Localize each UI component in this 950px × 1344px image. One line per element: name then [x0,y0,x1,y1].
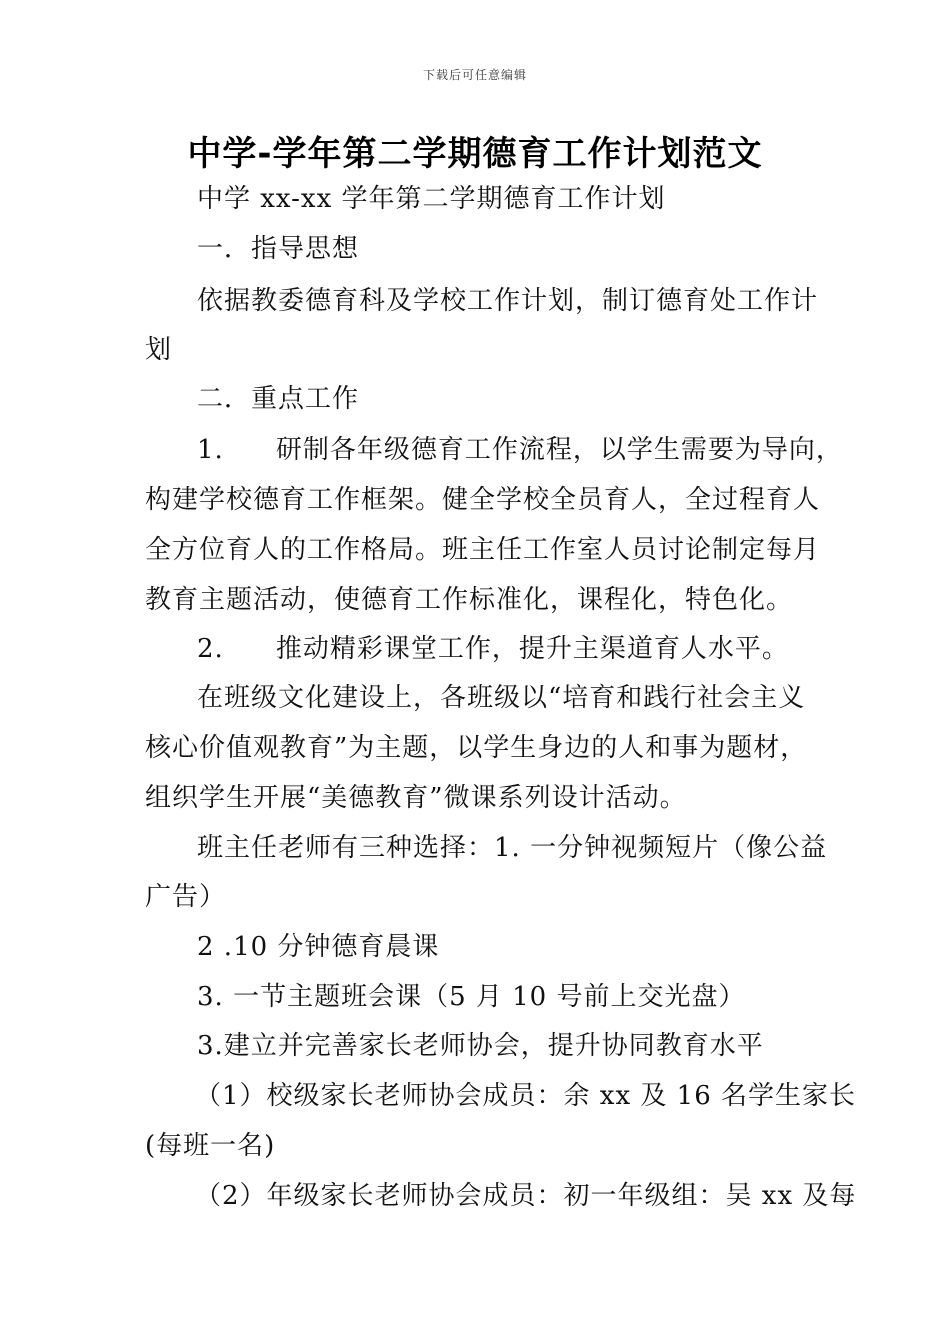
list-item-2 [197,633,789,665]
paragraph-line: 全方位育人的工作格局。班主任工作室人员讨论制定每月 [145,535,821,565]
paragraph-line: 组织学生开展“美德教育”微课系列设计活动。 [145,783,687,813]
paragraph-line: 班主任老师有三种选择：1. 一分钟视频短片（像公益 [197,833,828,863]
section-heading-guiding-ideology: 一．指导思想 [197,234,360,264]
plan-subtitle: 中学 xx-xx 学年第二学期德育工作计划 [197,184,666,214]
subsection-heading: 3.建立并完善家长老师协会，提升协同教育水平 [197,1031,764,1061]
paragraph-line: 构建学校德育工作框架。健全学校全员育人，全过程育人 [145,485,821,515]
paragraph-line: 划 [145,335,173,365]
paragraph-line: 广告） [145,882,227,912]
page-header-note: 下载后可任意编辑 [422,68,527,82]
paragraph-line: 教育主题活动，使德育工作标准化，课程化，特色化。 [145,585,794,615]
list-item-1 [197,434,843,466]
paragraph-line: （1）校级家长老师协会成员：余 xx 及 16 名学生家长 [195,1081,857,1111]
option-line: 3. 一节主题班会课（5 月 10 号前上交光盘） [197,982,746,1012]
paragraph-line: 核心价值观教育”为主题，以学生身边的人和事为题材， [145,733,808,763]
list-item-text: 推动精彩课堂工作，提升主渠道育人水平。 [275,634,789,664]
document-title: 中学-学年第二学期德育工作计划范文 [187,134,763,174]
section-heading-key-work: 二．重点工作 [197,384,360,414]
paragraph-line: （2）年级家长老师协会成员：初一年级组：吴 xx 及每 [195,1181,857,1211]
paragraph-line: 依据教委德育科及学校工作计划，制订德育处工作计 [197,286,819,316]
option-line: 2 .10 分钟德育晨课 [197,932,440,962]
list-item-text: 研制各年级德育工作流程，以学生需要为导向， [275,435,843,465]
paragraph-line: (每班一名) [145,1131,276,1161]
paragraph-line: 在班级文化建设上，各班级以“培育和践行社会主义 [197,683,806,713]
list-item-number: 2. [197,634,224,664]
list-item-number: 1. [197,435,224,465]
